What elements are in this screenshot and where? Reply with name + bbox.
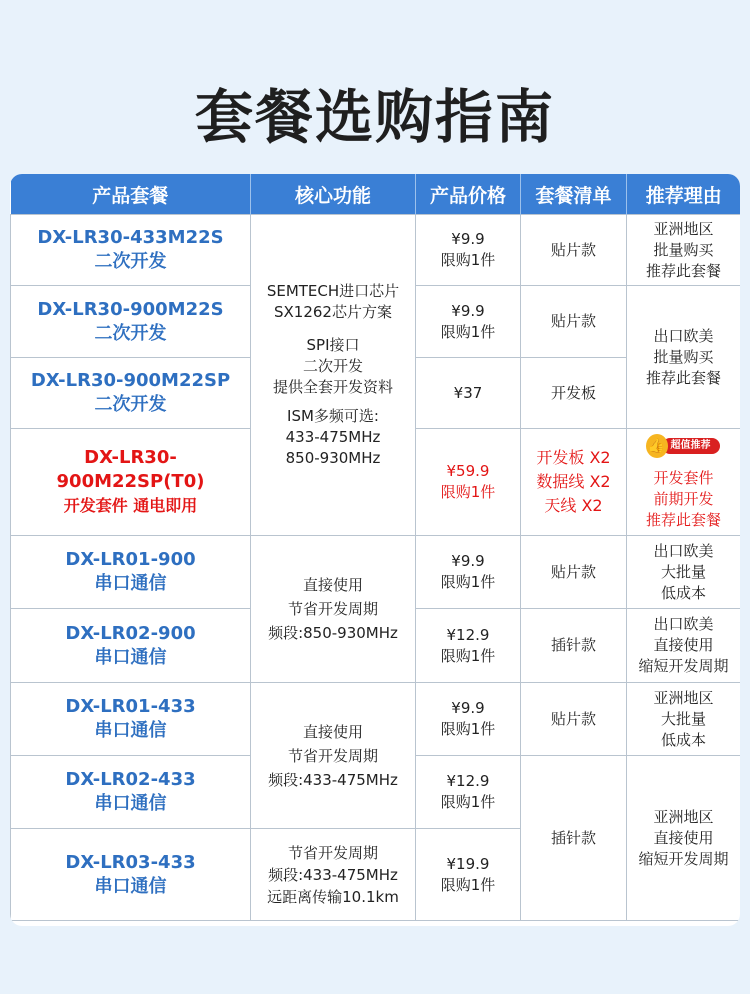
reason-cell xyxy=(627,683,741,756)
list-cell xyxy=(521,429,627,536)
reason-text: 低成本 xyxy=(660,583,706,602)
feature-cell-900 xyxy=(251,536,416,683)
header-product: 产品套餐 xyxy=(11,174,251,215)
product-tag: 二次开发 xyxy=(94,251,167,272)
recommend-badge xyxy=(646,434,722,458)
feature-text: 远距离传输10.1km xyxy=(267,887,399,906)
product-cell xyxy=(11,829,251,921)
reason-text: 直接使用 xyxy=(653,636,714,654)
price-cell xyxy=(416,829,521,921)
price-cell xyxy=(416,756,521,829)
feature-text: 433-475MHz xyxy=(285,428,381,446)
price-cell xyxy=(416,286,521,358)
package-guide-table xyxy=(10,174,740,926)
product-tag: 串口通信 xyxy=(94,720,167,741)
feature-text: 节省开发周期 xyxy=(287,600,378,618)
feature-text: SX1262芯片方案 xyxy=(274,303,392,321)
list-cell: 插针款 xyxy=(521,756,627,921)
price-cell xyxy=(416,358,521,429)
reason-text: 亚洲地区 xyxy=(653,807,714,826)
reason-text: 开发套件 xyxy=(653,468,714,487)
product-model: DX-LR03-433 xyxy=(65,851,196,873)
reason-text: 出口欧美 xyxy=(653,541,714,560)
feature-text: 节省开发周期 xyxy=(287,843,378,862)
table-row xyxy=(11,683,741,756)
product-tag: 二次开发 xyxy=(94,394,167,415)
reason-cell xyxy=(627,756,741,921)
header-list: 套餐清单 xyxy=(521,174,627,215)
price-value: ¥9.9 xyxy=(451,552,485,570)
reason-text: 出口欧美 xyxy=(653,326,714,345)
recommend-badge-label: 超值推荐 xyxy=(662,438,720,454)
product-cell xyxy=(11,609,251,683)
product-tag: 串口通信 xyxy=(94,646,167,668)
reason-text: 大批量 xyxy=(660,562,706,581)
list-cell: 贴片款 xyxy=(521,536,627,609)
feature-text: 850-930MHz xyxy=(285,449,381,467)
price-value: ¥9.9 xyxy=(451,699,485,717)
product-tag: 串口通信 xyxy=(94,573,167,594)
table-header-row xyxy=(11,174,741,215)
feature-text: ISM多频可选: xyxy=(287,407,379,425)
reason-text: 推荐此套餐 xyxy=(645,261,721,280)
reason-text: 大批量 xyxy=(660,709,706,728)
reason-text: 缩短开发周期 xyxy=(638,657,729,675)
product-tag: 串口通信 xyxy=(94,875,167,897)
price-limit: 限购1件 xyxy=(440,483,496,501)
reason-text: 批量购买 xyxy=(653,347,714,366)
price-limit: 限购1件 xyxy=(440,646,496,665)
reason-text: 直接使用 xyxy=(653,828,714,847)
price-limit: 限购1件 xyxy=(440,720,496,738)
reason-text: 推荐此套餐 xyxy=(645,368,721,387)
price-cell xyxy=(416,609,521,683)
table-row xyxy=(11,215,741,286)
product-model: DX-LR30-900M22SP xyxy=(30,370,231,391)
price-cell xyxy=(416,683,521,756)
price-cell xyxy=(416,215,521,286)
feature-text: 频段:433-475MHz xyxy=(268,865,398,884)
reason-text: 亚洲地区 xyxy=(653,688,714,707)
price-limit: 限购1件 xyxy=(440,793,496,811)
product-cell xyxy=(11,683,251,756)
feature-text: 提供全套开发资料 xyxy=(272,378,393,396)
price-value: ¥19.9 xyxy=(446,854,490,873)
price-cell xyxy=(416,429,521,536)
product-cell xyxy=(11,215,251,286)
price-limit: 限购1件 xyxy=(440,322,496,341)
price-value: ¥9.9 xyxy=(451,301,485,320)
feature-text: SPI接口 xyxy=(306,336,360,354)
price-limit: 限购1件 xyxy=(440,251,496,269)
list-cell: 贴片款 xyxy=(521,215,627,286)
product-model: DX-LR30-900M22S xyxy=(37,298,224,320)
reason-cell xyxy=(627,286,741,429)
price-cell xyxy=(416,536,521,609)
product-cell xyxy=(11,286,251,358)
product-cell xyxy=(11,756,251,829)
reason-text: 缩短开发周期 xyxy=(638,849,729,868)
thumbs-up-icon: 👍 xyxy=(646,434,668,458)
reason-cell xyxy=(627,215,741,286)
table-row xyxy=(11,536,741,609)
product-model: DX-LR01-900 xyxy=(65,549,196,570)
page-title: 套餐选购指南 xyxy=(194,83,555,151)
product-cell xyxy=(11,536,251,609)
reason-cell xyxy=(627,536,741,609)
product-model: DX-LR30-433M22S xyxy=(37,227,224,248)
feature-text: 频段:433-475MHz xyxy=(268,770,398,789)
list-item: 开发板 X2 xyxy=(536,448,611,467)
product-cell xyxy=(11,429,251,536)
product-tag: 开发套件 通电即用 xyxy=(63,496,198,515)
feature-text: 直接使用 xyxy=(302,722,363,741)
list-cell: 贴片款 xyxy=(521,683,627,756)
list-item: 天线 X2 xyxy=(544,496,603,515)
reason-cell xyxy=(627,429,741,536)
list-cell: 开发板 xyxy=(521,358,627,429)
price-value: ¥9.9 xyxy=(451,230,485,248)
feature-text: 二次开发 xyxy=(302,357,363,375)
header-price: 产品价格 xyxy=(416,174,521,215)
feature-text: 节省开发周期 xyxy=(287,746,378,765)
product-cell xyxy=(11,358,251,429)
price-limit: 限购1件 xyxy=(440,573,496,591)
price-limit: 限购1件 xyxy=(440,875,496,894)
feature-text: SEMTECH进口芯片 xyxy=(266,282,400,300)
product-tag: 二次开发 xyxy=(94,322,167,344)
product-model: DX-LR01-433 xyxy=(65,696,196,717)
header-feature: 核心功能 xyxy=(251,174,416,215)
price-value: ¥37 xyxy=(453,383,483,402)
price-value: ¥59.9 xyxy=(446,462,490,480)
reason-text: 出口欧美 xyxy=(653,615,714,633)
product-model: DX-LR02-433 xyxy=(65,769,196,790)
price-value: ¥12.9 xyxy=(446,772,490,790)
reason-text: 亚洲地区 xyxy=(653,219,714,238)
feature-cell-lr30 xyxy=(251,215,416,536)
reason-text: 低成本 xyxy=(660,730,706,749)
price-value: ¥12.9 xyxy=(446,625,490,644)
feature-text: 直接使用 xyxy=(302,576,363,594)
reason-text: 推荐此套餐 xyxy=(645,510,721,529)
product-model: DX-LR02-900 xyxy=(65,622,196,644)
reason-cell xyxy=(627,609,741,683)
feature-cell-433 xyxy=(251,683,416,829)
reason-text: 前期开发 xyxy=(653,489,714,508)
list-cell: 贴片款 xyxy=(521,286,627,358)
reason-text: 批量购买 xyxy=(653,240,714,259)
product-model: DX-LR30-900M22SP(T0) xyxy=(56,447,205,492)
list-item: 数据线 X2 xyxy=(536,472,611,491)
header-reason: 推荐理由 xyxy=(627,174,741,215)
feature-text: 频段:850-930MHz xyxy=(268,624,398,642)
feature-cell-lr03 xyxy=(251,829,416,921)
product-tag: 串口通信 xyxy=(94,793,167,814)
list-cell: 插针款 xyxy=(521,609,627,683)
